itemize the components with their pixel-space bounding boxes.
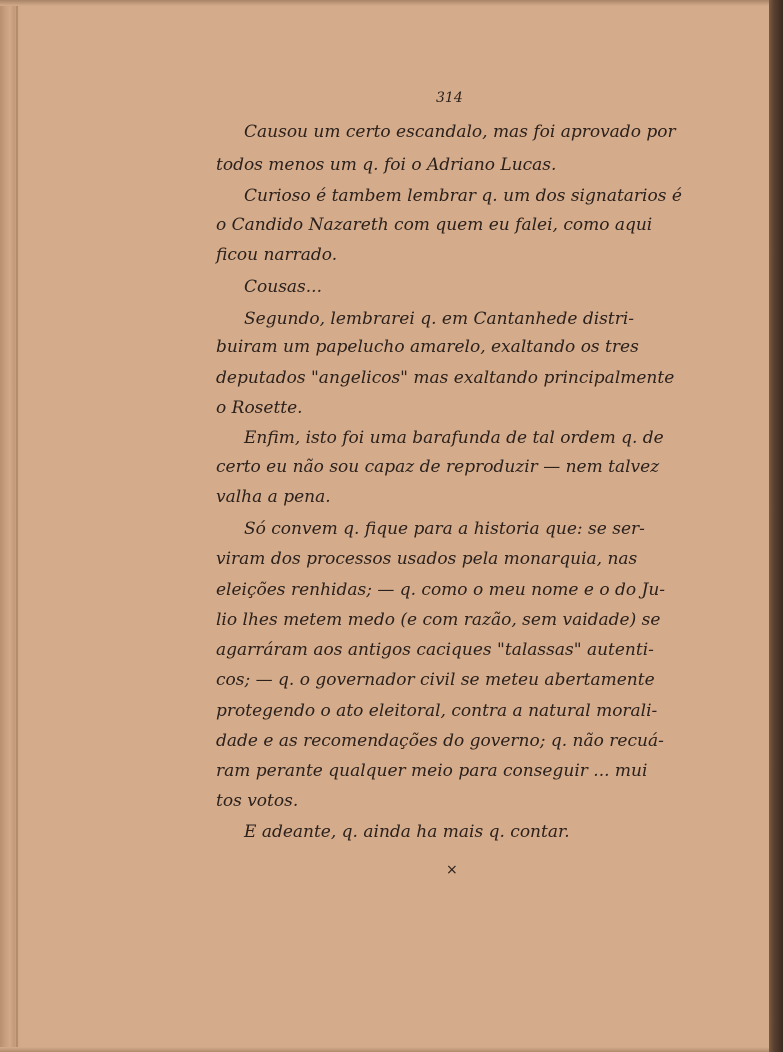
text-line: viram dos processos usados pela monarquia, nas (216, 549, 638, 569)
text-line: o Rosette. (216, 398, 303, 418)
text-line: ficou narrado. (216, 245, 338, 265)
text-line: protegendo o ato eleitoral, contra a natural morali- (216, 701, 658, 721)
text-line: dade e as recomendações do governo; q. não recuá- (216, 731, 664, 751)
text-line: tos votos. (216, 791, 299, 811)
text-line: lio lhes metem medo (e com razão, sem vaidade) se (216, 610, 661, 630)
text-line: deputados "angelicos" mas exaltando principalmente (216, 368, 675, 388)
text-line: cos; — q. o governador civil se meteu abertamente (216, 670, 655, 690)
text-line: E adeante, q. ainda ha mais q. contar. (244, 822, 570, 842)
text-line: buiram um papelucho amarelo, exaltando os tres (216, 337, 639, 357)
page-number: 314 (436, 90, 463, 106)
text-line: ram perante qualquer meio para conseguir ... mui (216, 761, 648, 781)
text-line: Segundo, lembrarei q. em Cantanhede distri- (244, 309, 635, 329)
end-mark: × (446, 862, 458, 878)
text-line: valha a pena. (216, 487, 331, 507)
text-line: eleições renhidas; — q. como o meu nome e o do Ju- (216, 580, 666, 600)
text-line: Curioso é tambem lembrar q. um dos signatarios é (244, 186, 682, 206)
text-line: Cousas... (244, 277, 322, 297)
text-line: todos menos um q. foi o Adriano Lucas. (216, 155, 557, 175)
text-line: Só convem q. fique para a historia que: se ser- (244, 519, 645, 539)
bottom-edge (0, 1047, 783, 1052)
text-line: agarráram aos antigos caciques "talassas" autenti- (216, 640, 654, 660)
binding-line (16, 0, 18, 1052)
text-line: Enfim, isto foi uma barafunda de tal ordem q. de (244, 428, 664, 448)
top-edge (0, 0, 783, 6)
text-line: o Candido Nazareth com quem eu falei, como aqui (216, 215, 653, 235)
binding-edge (0, 0, 22, 1052)
right-spine (769, 0, 783, 1052)
text-line: certo eu não sou capaz de reproduzir — nem talvez (216, 457, 660, 477)
text-line: Causou um certo escandalo, mas foi aprovado por (244, 122, 676, 142)
